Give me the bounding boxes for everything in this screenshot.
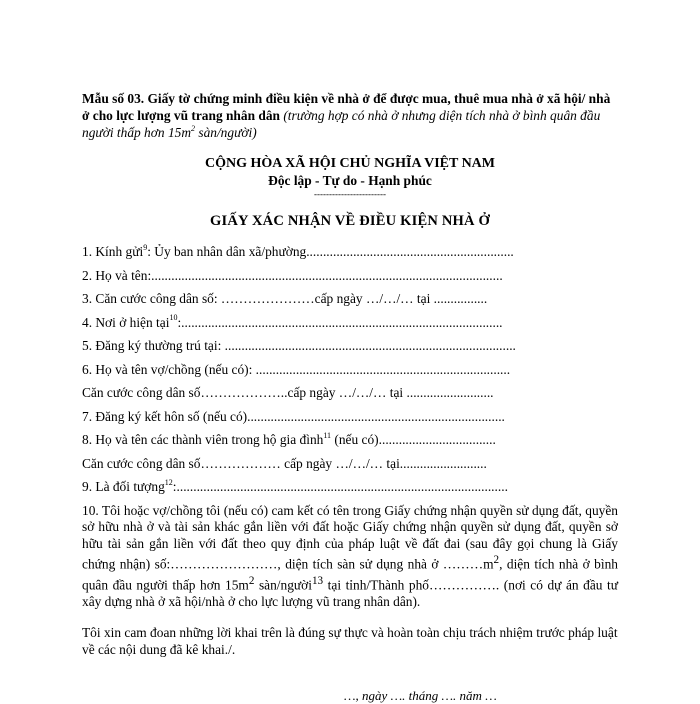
footnote-marker: 9 <box>143 242 148 252</box>
field-text: 9. Là đối tượng <box>82 479 165 494</box>
date-line: …, ngày …. tháng …. năm … <box>344 688 497 703</box>
footnote-marker: 10 <box>169 313 178 323</box>
field-line <box>82 311 618 335</box>
national-motto: Độc lập - Tự do - Hạnh phúc <box>268 173 432 188</box>
field-line <box>82 240 618 264</box>
field-text: Căn cước công dân số……………… cấp ngày …/…/… tại.......................... <box>82 455 487 471</box>
field-text: (nếu có)................................... <box>331 432 496 447</box>
field-line <box>82 405 618 429</box>
form-fields <box>82 240 618 499</box>
paragraph-text: sàn/người <box>254 577 312 593</box>
footnote-marker: 11 <box>323 430 332 440</box>
field-text: 1. Kính gửi <box>82 244 144 259</box>
field-line <box>82 287 618 311</box>
superscript: 2 <box>248 574 255 587</box>
footnote-marker: 13 <box>311 574 324 587</box>
form-header <box>82 90 618 141</box>
field-text: 3. Căn cước công dân số: …………………cấp ngày …/…/… tại ................ <box>82 291 488 306</box>
field-line <box>82 475 618 499</box>
paragraph-text: 10. Tôi hoặc vợ/chồng tôi (nếu có) cam kết có tên trong Giấy chứng nhận quyền sử dụng đất, quyền sở hữu nhà ở và tài sản khác gắn liền với đất hoặc Giấy chứng nhận quyền sử dụng đất, quyền sở hữu tài sản gắn liền với đất theo quy định của pháp luật về đất đai (sau đây gọi chung là Giấy chứng nhận) số:……………………, diện tích sàn sử dụng nhà ở ………m <box>82 502 618 572</box>
footnote-marker: 12 <box>164 477 173 487</box>
field-line <box>82 334 618 358</box>
field-line <box>82 358 618 382</box>
field-line <box>82 381 618 405</box>
document-content <box>82 90 618 671</box>
superscript: 2 <box>493 554 500 566</box>
field-text: 4. Nơi ở hiện tại <box>82 314 170 330</box>
field-text: Căn cước công dân số………………..cấp ngày …/…/… tại .......................... <box>82 385 494 400</box>
form-header-title: Mẫu số 03. Giấy tờ chứng minh điều kiện về nhà ở để được mua, thuê mua nhà ở xã hội/ nhà ở cho lực lượng vũ trang nhân dân <box>82 91 611 123</box>
field-line <box>82 264 618 288</box>
field-text: 5. Đăng ký thường trú tại: ....................................................................................... <box>82 338 516 353</box>
field-text: :................................................................................................ <box>177 314 503 330</box>
motto-underline: ------------------------ <box>314 189 386 199</box>
form-header-note-sup: 2 <box>191 123 196 133</box>
commitment-paragraph <box>82 503 618 611</box>
form-header-note-a: (trường hợp có nhà ở nhưng diện tích nhà ở bình quân đầu người thấp hơn 15m <box>82 108 601 140</box>
field-line <box>82 428 618 452</box>
field-line <box>82 452 618 476</box>
form-header-note-b: sàn/người) <box>195 125 257 140</box>
field-text: 6. Họ và tên vợ/chồng (nếu có): ............................................................................ <box>82 361 511 377</box>
field-text: 8. Họ và tên các thành viên trong hộ gia đình <box>82 432 324 447</box>
field-text: 2. Họ và tên:......................................................................................................... <box>82 267 503 283</box>
paragraph-text: tại tỉnh/Thành phố……………. (nơi có dự án đầu tư xây dựng nhà ở xã hội/nhà ở cho lực lượng vũ trang nhân dân). <box>82 577 618 609</box>
national-title: CỘNG HÒA XÃ HỘI CHỦ NGHĨA VIỆT NAM <box>204 156 495 171</box>
field-text: 7. Đăng ký kết hôn số (nếu có)............................................................................. <box>82 408 505 424</box>
paragraph-text: , diện tích nhà ở bình quân đầu người thấp hơn 15m <box>82 556 618 593</box>
field-text: : Ủy ban nhân dân xã/phường.............................................................. <box>147 244 514 259</box>
document-title: GIẤY XÁC NHẬN VỀ ĐIỀU KIỆN NHÀ Ở <box>210 213 490 229</box>
field-text: :................................................................................................... <box>172 479 508 494</box>
declaration-paragraph: Tôi xin cam đoan những lời khai trên là đúng sự thực và hoàn toàn chịu trách nhiệm trước pháp luật về các nội dung đã kê khai./. <box>82 624 618 657</box>
